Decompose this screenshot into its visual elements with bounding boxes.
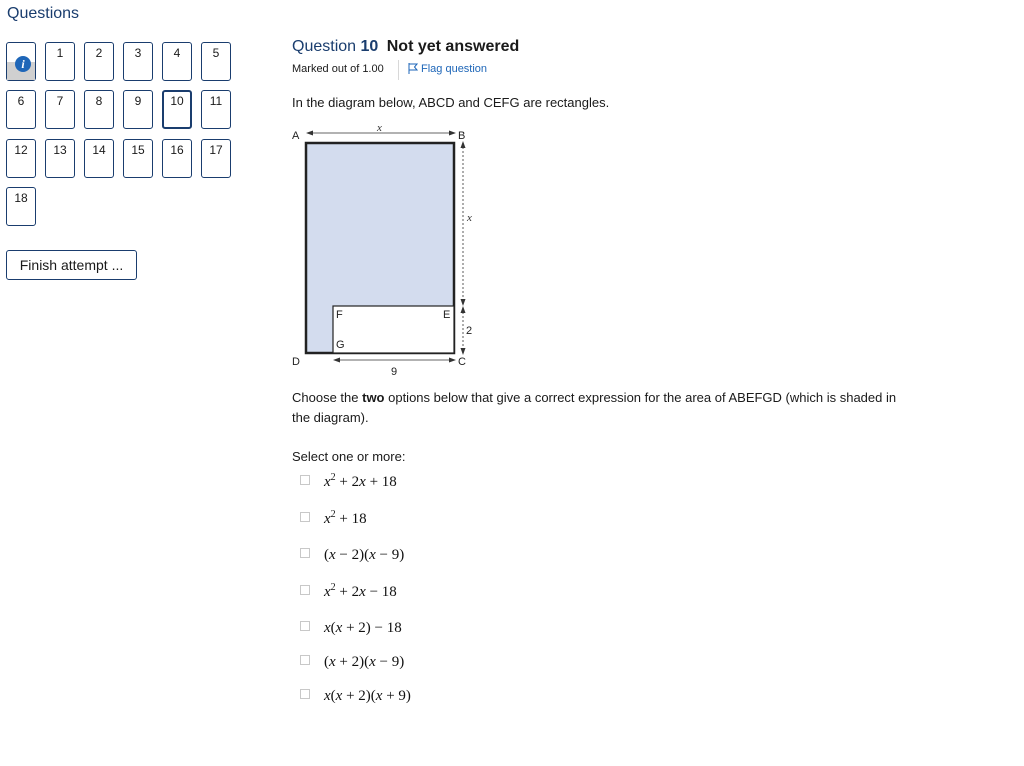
question-nav-button[interactable] — [201, 90, 231, 129]
prompt-text-start: Choose the — [292, 390, 363, 405]
question-nav-number: 8 — [95, 94, 103, 108]
question-nav-button[interactable] — [6, 139, 36, 178]
rectangle-diagram — [286, 118, 486, 380]
question-nav-button[interactable] — [84, 42, 114, 81]
rectangle-cefg — [333, 306, 454, 353]
question-nav-number: 1 — [56, 46, 64, 60]
right-measure-label: x — [467, 212, 472, 224]
right-arrowhead-top — [461, 141, 466, 148]
question-nav-number: 13 — [53, 143, 67, 157]
top-arrowhead-left — [306, 131, 313, 136]
question-nav-button[interactable] — [84, 139, 114, 178]
label-a: A — [292, 130, 300, 142]
question-nav-button[interactable] — [45, 139, 75, 178]
answer-checkbox[interactable] — [300, 585, 310, 595]
question-nav-number: 2 — [95, 46, 103, 60]
question-nav-number: 18 — [14, 191, 28, 205]
select-one-or-more-label: Select one or more: — [292, 449, 406, 464]
question-number: 10 — [360, 38, 379, 55]
right-arrowhead-bottom — [461, 299, 466, 306]
bottom-measure-label: 9 — [391, 366, 398, 378]
question-nav-number: 10 — [170, 94, 184, 108]
finish-attempt-button[interactable]: Finish attempt ... — [6, 250, 137, 280]
prompt-emphasis: two — [362, 390, 385, 405]
question-nav-button[interactable] — [84, 90, 114, 129]
question-nav-number: 11 — [209, 94, 223, 108]
label-d: D — [292, 356, 300, 368]
answer-checkbox[interactable] — [300, 512, 310, 522]
answer-checkbox[interactable] — [300, 621, 310, 631]
question-nav-number: 14 — [92, 143, 106, 157]
question-nav-number: 15 — [131, 143, 145, 157]
small-arrowhead-bottom — [461, 348, 466, 355]
marked-out-of: Marked out of 1.00 — [292, 63, 384, 75]
answer-expression: $x^2 + 2x + 18$ — [324, 472, 397, 490]
answer-expression: (x − 2)(x − 9) — [324, 547, 405, 563]
question-state: Not yet answered — [386, 38, 520, 55]
answer-checkbox[interactable] — [300, 655, 310, 665]
answer-expression: (x + 2)(x − 9) — [324, 654, 405, 670]
label-g: G — [336, 339, 345, 351]
small-arrowhead-top — [461, 306, 466, 313]
flag-question-label: Flag question — [421, 63, 488, 75]
question-nav-button[interactable] — [162, 139, 192, 178]
question-nav-button[interactable] — [45, 90, 75, 129]
question-nav-number: 9 — [134, 94, 142, 108]
question-nav-button[interactable] — [6, 187, 36, 226]
info-icon: i — [15, 56, 31, 72]
answer-checkbox[interactable] — [300, 689, 310, 699]
answer-checkbox[interactable] — [300, 475, 310, 485]
top-arrowhead-right — [449, 131, 456, 136]
label-c: C — [458, 356, 466, 368]
answer-expression: $x^2 + 2x - 18$ — [324, 582, 397, 600]
question-nav-button[interactable] — [162, 42, 192, 81]
question-nav-number: 5 — [212, 46, 220, 60]
label-f: F — [336, 309, 343, 321]
small-right-measure-label: 2 — [466, 325, 473, 337]
flag-question-link[interactable] — [408, 63, 487, 75]
question-nav-button[interactable] — [123, 42, 153, 81]
questions-nav-title: Questions — [7, 5, 80, 22]
question-info-button[interactable] — [6, 42, 36, 81]
question-nav-number: 3 — [134, 46, 142, 60]
answer-checkbox[interactable] — [300, 548, 310, 558]
answer-expression: x(x + 2)(x + 9) — [324, 688, 411, 704]
bottom-arrowhead-left — [333, 358, 340, 363]
label-b: B — [458, 130, 466, 142]
bottom-arrowhead-right — [449, 358, 456, 363]
question-nav-number: 16 — [170, 143, 184, 157]
header-divider — [398, 60, 399, 80]
question-nav-number: 7 — [56, 94, 64, 108]
top-measure-label: x — [377, 122, 382, 134]
question-label: Question — [292, 38, 357, 55]
question-nav-button[interactable] — [201, 42, 231, 81]
question-nav-button[interactable] — [201, 139, 231, 178]
label-e: E — [443, 309, 451, 321]
flag-icon — [408, 63, 418, 74]
question-nav-button[interactable] — [123, 139, 153, 178]
question-text: In the diagram below, ABCD and CEFG are rectangles. — [292, 95, 610, 110]
question-nav-number: 12 — [14, 143, 28, 157]
answer-expression: $x^2 + 18$ — [324, 509, 367, 527]
question-nav-number: 17 — [209, 143, 223, 157]
prompt-text-end: options below that give a correct expression for the area of ABEFGD (which is shaded in the diagram). — [292, 390, 897, 425]
question-nav-button[interactable] — [162, 90, 192, 129]
question-header — [292, 38, 519, 56]
question-nav-button[interactable] — [45, 42, 75, 81]
answer-expression: x(x + 2) − 18 — [324, 620, 402, 636]
question-nav-number: 4 — [173, 46, 181, 60]
question-nav-number: 6 — [17, 94, 25, 108]
question-prompt — [292, 388, 912, 428]
question-nav-button[interactable] — [6, 90, 36, 129]
question-nav-button[interactable] — [123, 90, 153, 129]
